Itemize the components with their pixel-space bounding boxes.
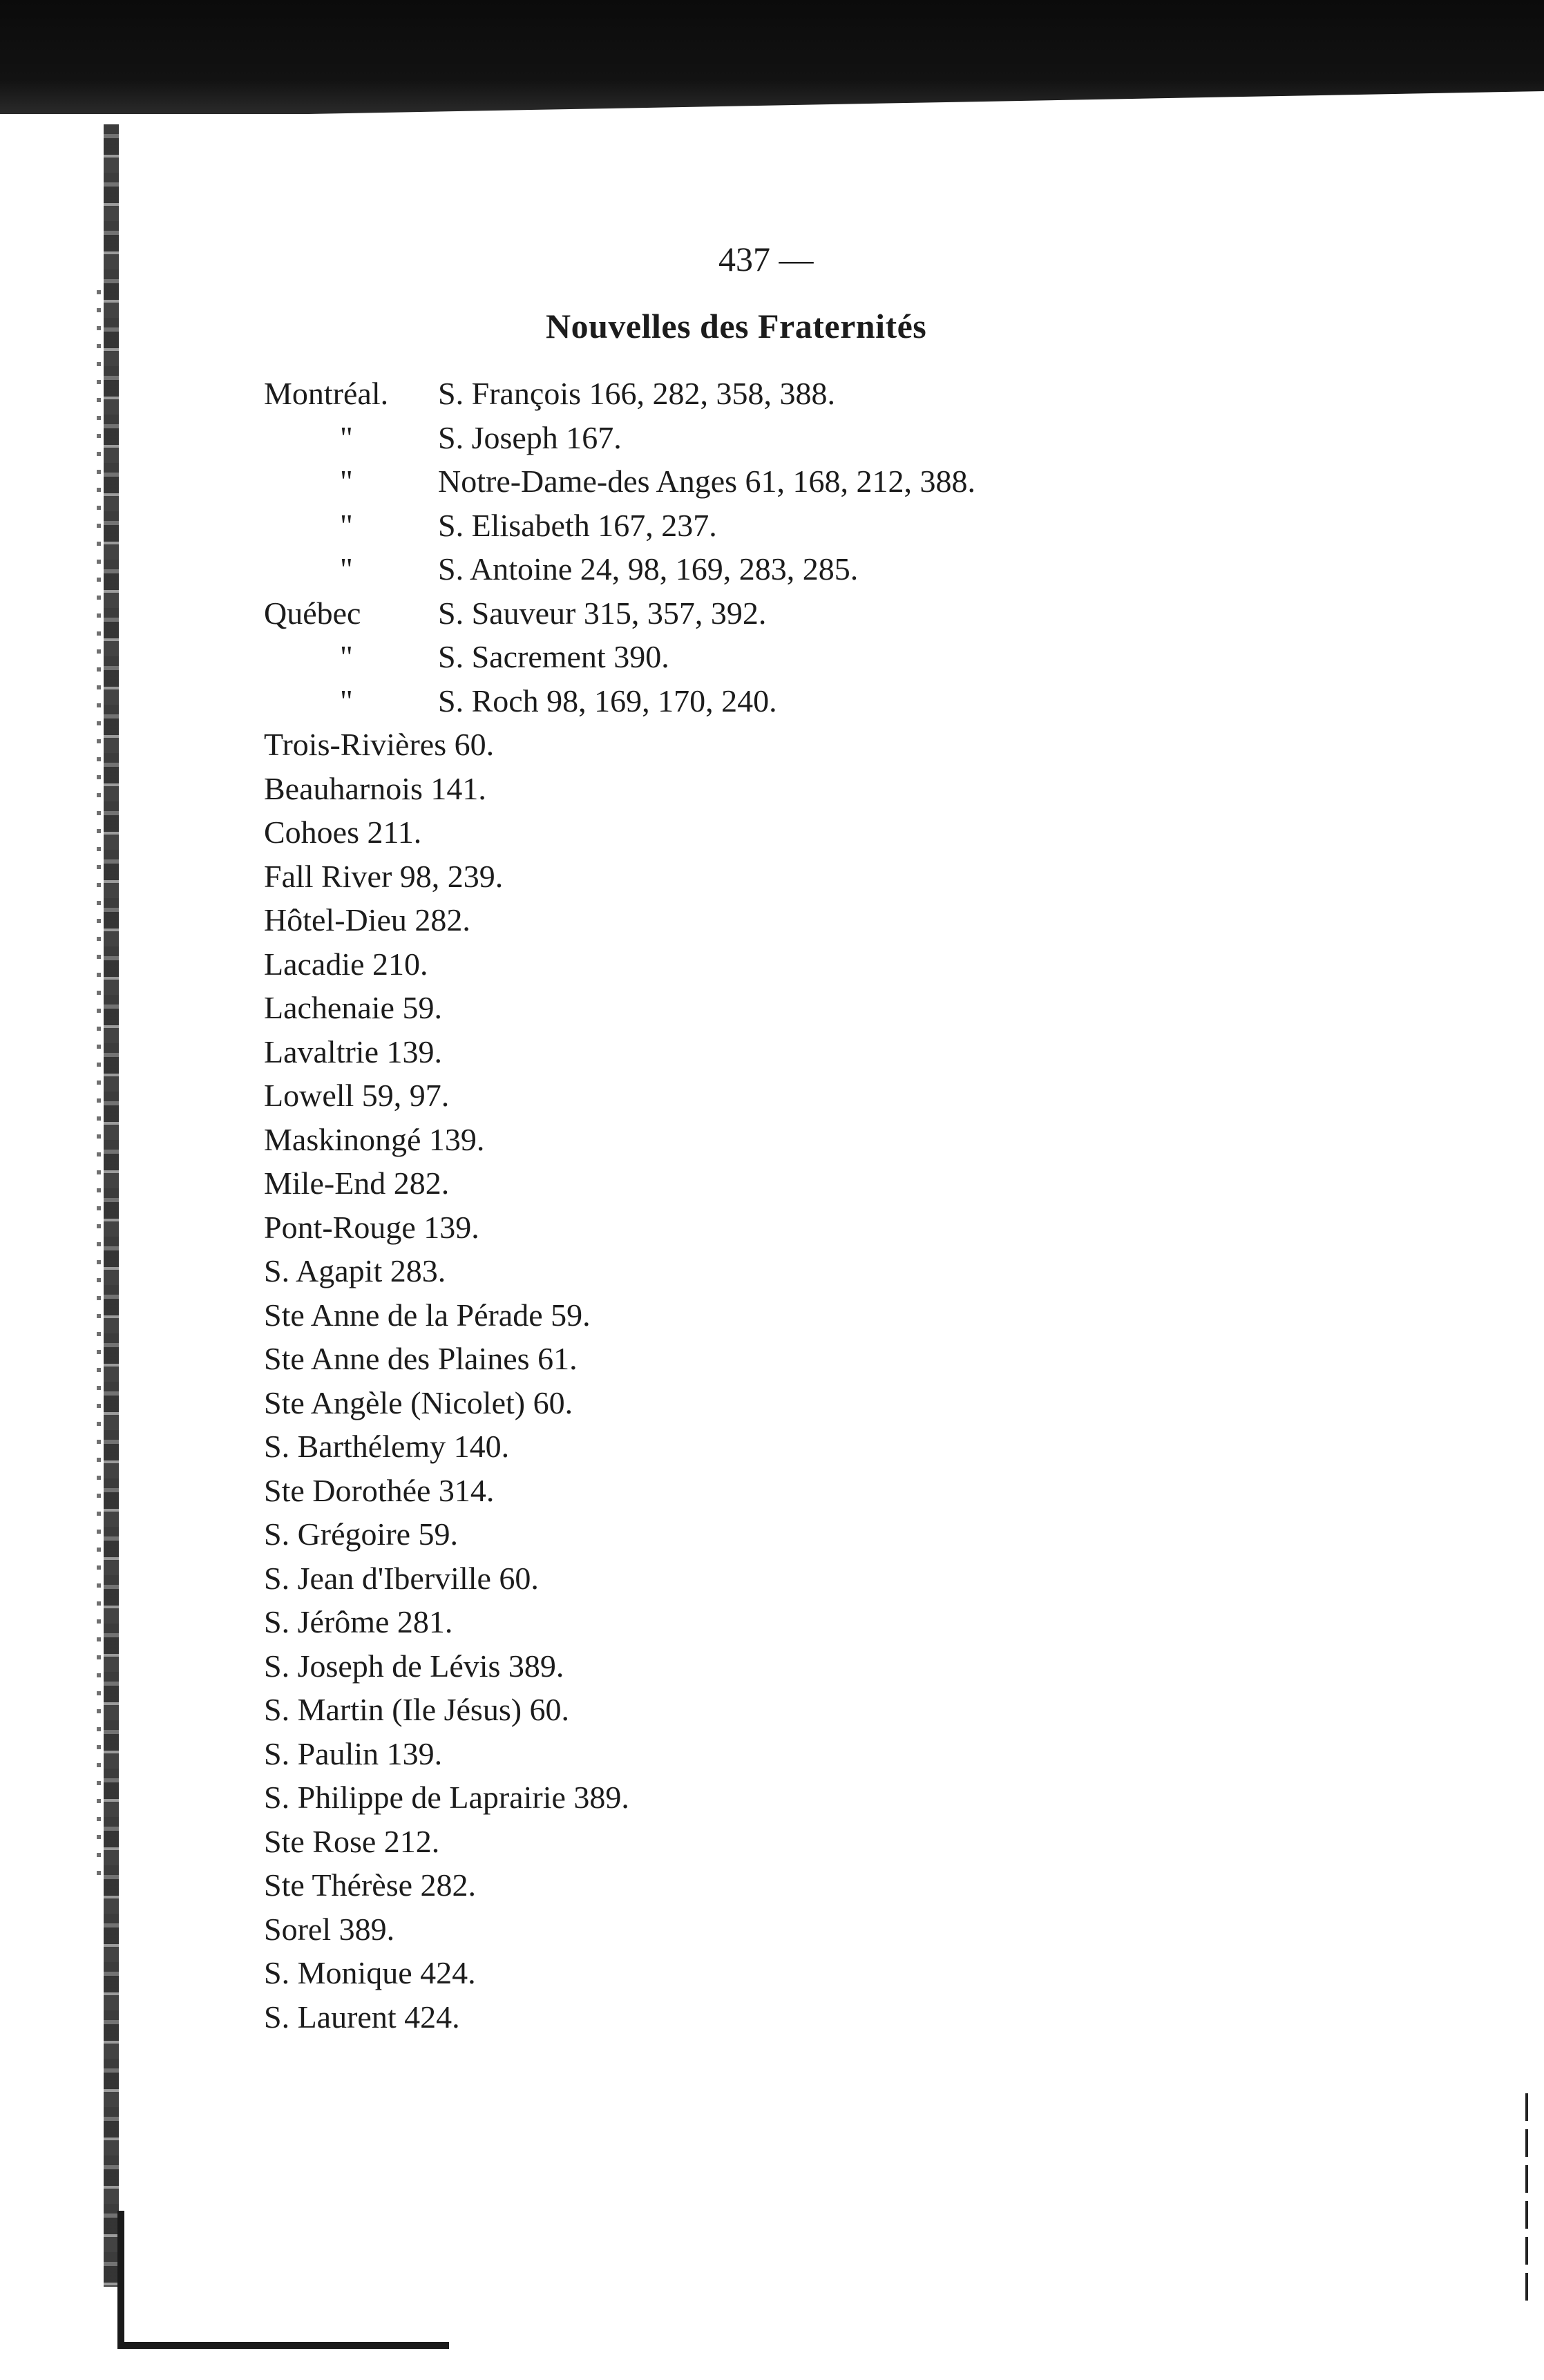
entry-place: Lavaltrie 139. [264,1034,443,1069]
entry-place: Trois-Rivières 60. [264,727,495,762]
index-entry [264,1161,1438,1206]
index-entry [264,1249,1438,1293]
entry-place: Sorel 389. [264,1911,395,1947]
entry-place: Mile-End 282. [264,1165,450,1201]
index-entry [264,547,1438,591]
entry-place: S. Paulin 139. [264,1735,443,1771]
index-entry [264,986,1438,1030]
entry-place: S. Grégoire 59. [264,1516,459,1552]
entry-place: S. Agapit 283. [264,1253,446,1288]
entry-place: Cohoes 211. [264,815,422,850]
index-entry [264,1907,1438,1952]
index-entry [264,810,1438,855]
index-entry [264,1030,1438,1074]
entry-place: Ste Dorothée 314. [264,1472,495,1508]
entry-place: S. Jean d'Iberville 60. [264,1560,539,1596]
entry-place: S. Laurent 424. [264,1999,460,2035]
index-entry [264,723,1438,767]
scan-left-binding-edge [104,124,119,2287]
index-entry [264,1381,1438,1425]
ditto-mark: " [340,551,353,587]
index-entry [264,1425,1438,1469]
scan-bottom-corner-vertical [117,2211,124,2349]
index-entry [264,1512,1438,1556]
index-entry [264,1776,1438,1820]
ditto-mark: " [340,419,353,455]
entry-place: Ste Angèle (Nicolet) 60. [264,1384,573,1420]
page-number: 437 — [718,240,814,278]
entry-place: Ste Anne de la Pérade 59. [264,1297,591,1333]
index-entry [264,372,1438,416]
entry-place: Ste Anne des Plaines 61. [264,1341,578,1376]
entry-detail: S. Elisabeth 167, 237. [438,507,717,543]
index-entry [264,1820,1438,1864]
entry-place: S. Monique 424. [264,1955,476,1990]
index-entry [264,1995,1438,2039]
index-entry [264,1074,1438,1118]
entry-place: Lachenaie 59. [264,990,442,1025]
index-entry [264,1556,1438,1601]
index-entry [264,1293,1438,1337]
index-entry [264,1600,1438,1644]
index-entry [264,1337,1438,1381]
index-entry [264,459,1438,504]
index-entry [264,1951,1438,1995]
entry-place: S. Barthélemy 140. [264,1429,510,1464]
index-entry [264,416,1438,460]
scan-bottom-corner-horizontal [117,2342,449,2349]
index-entry [264,942,1438,987]
ditto-mark: " [340,464,353,499]
index-entry [264,1206,1438,1250]
ditto-mark: " [340,639,353,674]
index-entry [264,1863,1438,1907]
ditto-mark: " [340,507,353,543]
index-entry [264,855,1438,899]
entry-place: Ste Rose 212. [264,1823,440,1859]
entry-place: Lacadie 210. [264,946,428,982]
entry-detail: S. Sacrement 390. [438,639,669,674]
entry-place: Ste Thérèse 282. [264,1867,477,1903]
ditto-mark: " [340,683,353,718]
index-entry [264,767,1438,811]
index-entry [264,1732,1438,1776]
index-entry [264,1469,1438,1513]
entry-place: S. Martin (Ile Jésus) 60. [264,1692,570,1727]
entry-detail: S. Roch 98, 169, 170, 240. [438,683,777,718]
scan-top-border [0,0,1544,114]
entry-place: Pont-Rouge 139. [264,1209,479,1245]
entry-place: S. Joseph de Lévis 389. [264,1648,564,1684]
index-entry [264,1118,1438,1162]
entry-place: Lowell 59, 97. [264,1078,450,1113]
index-entry [264,898,1438,942]
scan-left-binding-noise [97,290,101,1879]
entry-place: Hôtel-Dieu 282. [264,902,470,937]
entry-place: S. Philippe de Laprairie 389. [264,1780,629,1815]
entry-place: Fall River 98, 239. [264,858,504,894]
entry-place: Beauharnois 141. [264,770,486,806]
entry-place: Québec [264,595,361,631]
entry-place: Maskinongé 139. [264,1121,485,1157]
index-entry [264,504,1438,548]
entry-detail: S. Antoine 24, 98, 169, 283, 285. [438,551,859,587]
index-entry [264,635,1438,679]
section-heading: Nouvelles des Fraternités [546,307,927,345]
entry-detail: S. Sauveur 315, 357, 392. [438,595,767,631]
index-entry [264,1644,1438,1688]
entry-detail: S. François 166, 282, 358, 388. [438,376,835,411]
entry-detail: S. Joseph 167. [438,419,622,455]
fraternity-index-list [264,372,1438,2039]
entry-place: S. Jérôme 281. [264,1604,453,1639]
index-entry [264,679,1438,723]
entry-detail: Notre-Dame-des Anges 61, 168, 212, 388. [438,464,976,499]
entry-place: Montréal. [264,376,389,411]
scan-right-edge-mark [1525,2093,1528,2301]
index-entry [264,591,1438,636]
index-entry [264,1688,1438,1732]
